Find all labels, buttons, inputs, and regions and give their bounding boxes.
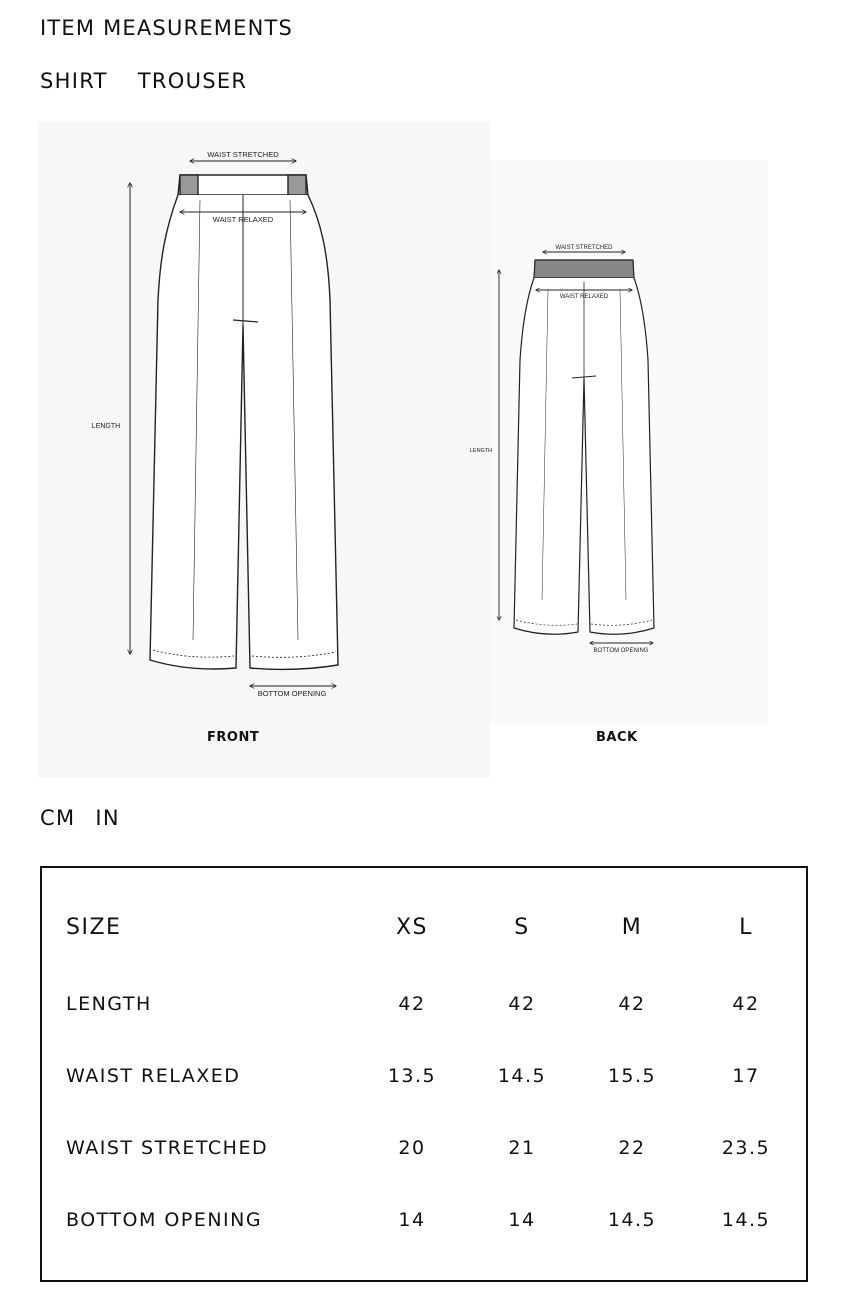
front-bottom-opening-label: BOTTOM OPENING: [257, 689, 327, 698]
size-l-header: L: [739, 915, 753, 940]
table-cell: 22: [618, 1137, 646, 1159]
table-cell: 14: [508, 1209, 536, 1231]
table-cell: 42: [618, 993, 646, 1015]
back-length-label: LENGTH: [469, 448, 493, 454]
front-waist-relaxed-label: WAIST RELAXED: [212, 215, 274, 224]
row-label-bottom-opening: BOTTOM OPENING: [66, 1209, 263, 1231]
back-waist-relaxed-label: WAIST RELAXED: [559, 294, 609, 300]
table-row: [42, 1200, 806, 1240]
row-label-length: LENGTH: [66, 993, 152, 1015]
front-waist-stretched-label: WAIST STRETCHED: [207, 150, 279, 159]
unit-in-button[interactable]: IN: [95, 806, 120, 830]
size-chart-table: [40, 866, 808, 1282]
back-waist-stretched-label: WAIST STRETCHED: [555, 245, 613, 251]
table-cell: 14.5: [497, 1065, 547, 1087]
unit-toggle: [40, 806, 120, 830]
size-column-header: SIZE: [66, 915, 122, 940]
table-header-row: [42, 908, 806, 948]
back-view-label: BACK: [596, 730, 638, 745]
row-label-waist-stretched: WAIST STRETCHED: [66, 1137, 269, 1159]
table-cell: 42: [732, 993, 760, 1015]
table-row: [42, 984, 806, 1024]
page-title: ITEM MEASUREMENTS: [40, 16, 294, 40]
table-row: [42, 1128, 806, 1168]
front-length-label: LENGTH: [91, 423, 121, 430]
size-xs-header: XS: [395, 915, 429, 940]
tab-trouser[interactable]: TROUSER: [137, 69, 248, 93]
unit-cm-button[interactable]: CM: [40, 806, 76, 830]
size-s-header: S: [514, 915, 530, 940]
size-m-header: M: [621, 915, 643, 940]
table-cell: 14: [398, 1209, 426, 1231]
back-bottom-opening-label: BOTTOM OPENING: [593, 648, 649, 654]
table-cell: 20: [398, 1137, 426, 1159]
table-cell: 42: [398, 993, 426, 1015]
table-cell: 15.5: [607, 1065, 657, 1087]
front-trouser-drawing: [150, 175, 338, 669]
table-row: [42, 1056, 806, 1096]
tab-shirt[interactable]: SHIRT: [40, 69, 108, 93]
table-cell: 13.5: [387, 1065, 437, 1087]
table-cell: 42: [508, 993, 536, 1015]
row-label-waist-relaxed: WAIST RELAXED: [66, 1065, 241, 1087]
table-cell: 17: [732, 1065, 760, 1087]
table-cell: 14.5: [721, 1209, 771, 1231]
table-cell: 23.5: [721, 1137, 771, 1159]
back-trouser-drawing: [514, 260, 654, 634]
table-cell: 14.5: [607, 1209, 657, 1231]
front-view-label: FRONT: [207, 730, 260, 745]
table-cell: 21: [508, 1137, 536, 1159]
